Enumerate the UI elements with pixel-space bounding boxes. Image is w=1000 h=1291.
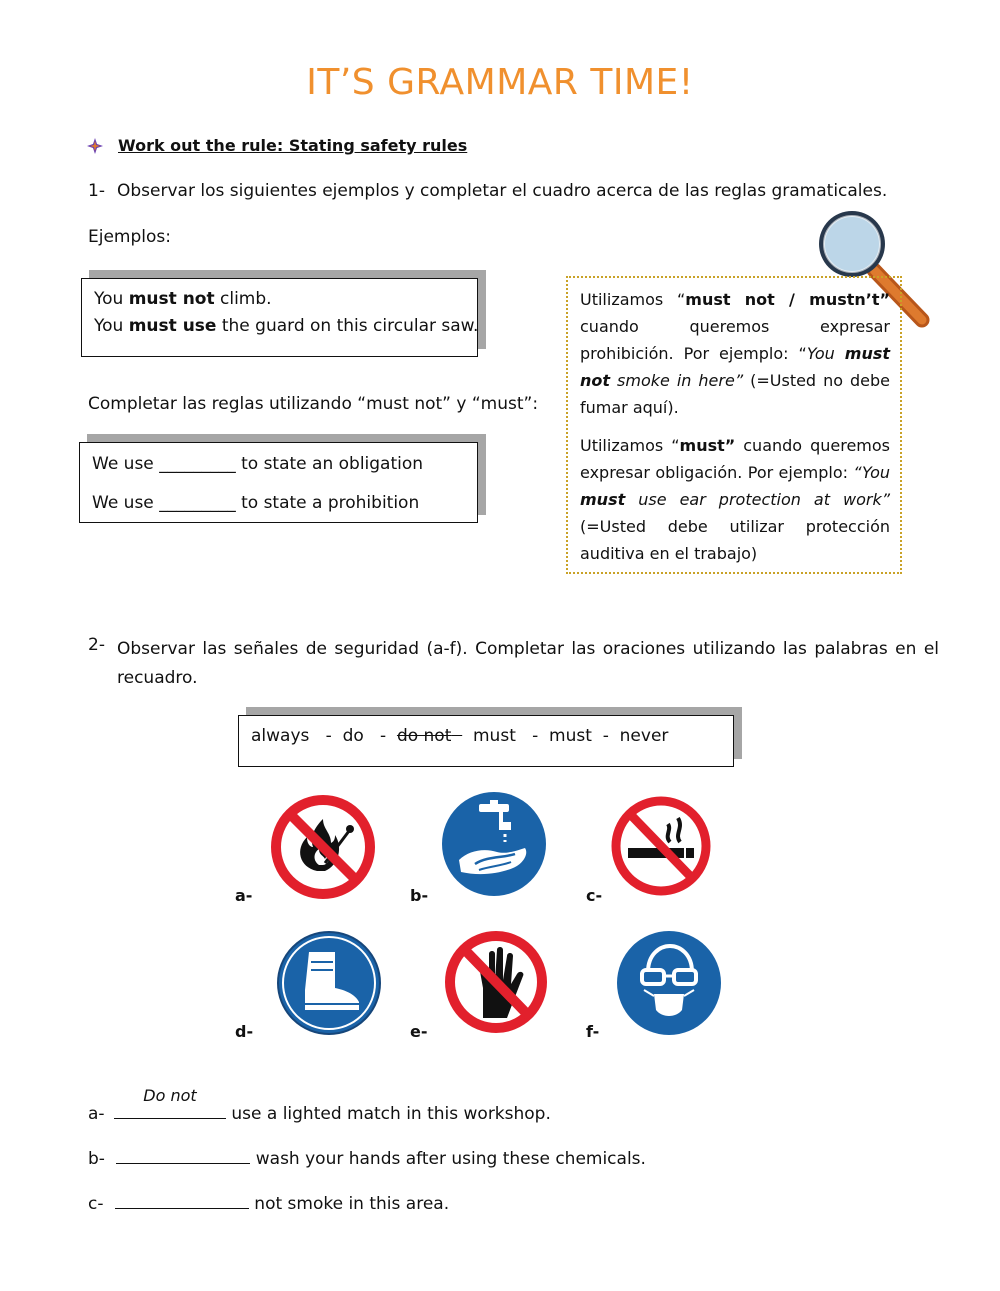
- grammar-tip-box: [566, 276, 902, 574]
- four-point-star-bullet-icon: [86, 137, 104, 155]
- word-must-2: must: [549, 726, 592, 746]
- task2-number: 2-: [88, 635, 105, 655]
- safety-boots-icon: [275, 930, 383, 1036]
- rule-obligation: We use _________ to state an obligation: [92, 454, 424, 474]
- rules-box: [79, 442, 478, 523]
- sign-label-a: a-: [235, 886, 253, 905]
- example-sentence-1: You must not climb.: [94, 289, 272, 309]
- examples-box: [81, 278, 478, 357]
- word-do-not-crossed: do not: [396, 726, 452, 746]
- sign-label-b: b-: [410, 886, 429, 905]
- sentence-a: a- Do not use a lighted match in this workshop.: [88, 1086, 551, 1124]
- rule-prohibition: We use _________ to state a prohibition: [92, 493, 420, 513]
- sentence-a-answer-blank[interactable]: [114, 1086, 226, 1119]
- task1-instructions: Observar los siguientes ejemplos y completar el cuadro acerca de las reglas gramaticales.: [117, 181, 888, 201]
- face-mask-icon: [614, 930, 724, 1036]
- word-must-1: must: [473, 726, 516, 746]
- word-always: always: [251, 726, 310, 746]
- sign-label-c: c-: [586, 886, 603, 905]
- sentence-c: c- not smoke in this area.: [88, 1190, 449, 1214]
- sign-label-d: d-: [235, 1022, 254, 1041]
- sentence-c-answer-blank[interactable]: [115, 1190, 249, 1209]
- task2-instructions: Observar las señales de seguridad (a-f). Completar las oraciones utilizando las palabras en el recuadro.: [117, 639, 939, 688]
- no-smoking-icon: [610, 796, 712, 896]
- word-do: do: [342, 726, 364, 746]
- do-not-touch-icon: [443, 930, 549, 1034]
- word-never: never: [619, 726, 669, 746]
- sentence-a-answer: Do not: [143, 1086, 197, 1105]
- rule-obligation-blank[interactable]: _________: [159, 454, 236, 474]
- tip-prohibition: Utilizamos “must not / mustn’t” cuando queremos expresar prohibición. Por ejemplo: “You must not smoke in here” (=Usted no debe fumar aquí).: [580, 290, 891, 417]
- no-open-flame-icon: [265, 793, 381, 901]
- complete-instructions: Completar las reglas utilizando “must not” y “must”:: [88, 394, 539, 414]
- tip-obligation: Utilizamos “must” cuando queremos expresar obligación. Por ejemplo: “You must use ear protection at work” (=Usted debe utilizar protección auditiva en el trabajo): [580, 436, 890, 563]
- wash-hands-icon: [439, 790, 549, 898]
- sentence-b: b- wash your hands after using these chemicals.: [88, 1145, 646, 1169]
- example-sentence-2: You must use the guard on this circular saw.: [94, 316, 479, 336]
- sign-label-f: f-: [586, 1022, 600, 1041]
- word-box: always - do - do not must - must - never: [238, 715, 734, 767]
- task1-number: 1-: [88, 181, 105, 201]
- examples-label: Ejemplos:: [88, 227, 171, 247]
- sign-label-e: e-: [410, 1022, 428, 1041]
- sentence-b-answer-blank[interactable]: [116, 1145, 250, 1164]
- page-title: IT’S GRAMMAR TIME!: [306, 62, 694, 103]
- rule-prohibition-blank[interactable]: _________: [159, 493, 236, 513]
- section-heading: Work out the rule: Stating safety rules: [118, 136, 468, 155]
